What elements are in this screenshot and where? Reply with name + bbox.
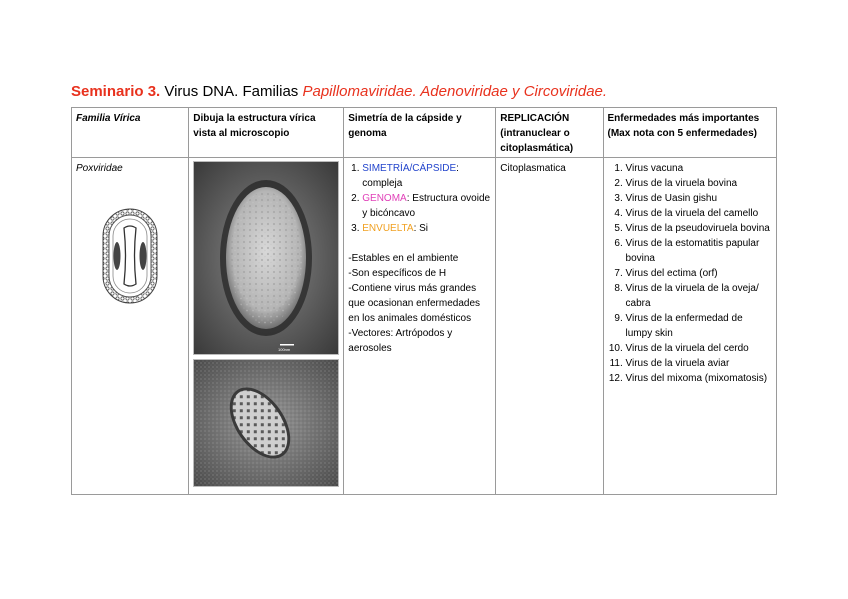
header-structure: Dibuja la estructura vírica vista al microscopio: [189, 108, 344, 158]
page-title: [71, 83, 607, 100]
micrograph-1: [193, 161, 339, 355]
note-2: -Son específicos de H: [348, 268, 447, 279]
title-seminar: Seminario 3.: [71, 83, 161, 100]
cell-diseases: [603, 158, 776, 495]
symmetry-item: [362, 161, 491, 191]
envelope-value: : Si: [413, 223, 429, 234]
cell-replication: Citoplasmatica: [496, 158, 603, 495]
disease-list: [608, 161, 772, 386]
scale-bar-label: 100nm: [278, 347, 291, 352]
seminar-table: [71, 107, 777, 495]
header-row: [72, 108, 777, 158]
symmetry-label: SIMETRÍA/CÁPSIDE: [362, 163, 457, 174]
note-1: -Estables en el ambiente: [348, 253, 459, 264]
list-item: 12. Virus del mixoma (mixomatosis): [626, 371, 772, 386]
list-item: 8. Virus de la viruela de la oveja/ cabra: [626, 281, 772, 311]
list-item: 1. Virus vacuna: [626, 161, 772, 176]
header-symmetry: Simetría de la cápside y genoma: [344, 108, 496, 158]
list-item: 2. Virus de la viruela bovina: [626, 176, 772, 191]
list-item: 9. Virus de la enfermedad de lumpy skin: [626, 311, 772, 341]
genome-item: [362, 191, 491, 221]
symmetry-list: [348, 161, 491, 236]
genome-value: : Estructura ovoide y bicóncavo: [362, 193, 491, 219]
title-families: Papillomaviridae. Adenoviridae y Circoviridae.: [302, 83, 608, 100]
list-item: 4. Virus de la viruela del camello: [626, 206, 772, 221]
note-4: -Vectores: Artrópodos y aerosoles: [348, 328, 453, 354]
header-replication: REPLICACIÓN (intranuclear o citoplasmática): [496, 108, 603, 158]
list-item: 11. Virus de la viruela aviar: [626, 356, 772, 371]
list-item: 10. Virus de la viruela del cerdo: [626, 341, 772, 356]
list-item: 5. Virus de la pseudoviruela bovina: [626, 221, 772, 236]
title-text: Virus DNA. Familias: [160, 83, 303, 100]
header-family: Familia Vírica: [72, 108, 189, 158]
list-item: 6. Virus de la estomatitis papular bovina: [626, 236, 772, 266]
cell-family: [72, 158, 189, 495]
header-diseases: Enfermedades más importantes (Max nota con 5 enfermedades): [603, 108, 776, 158]
poxvirus-diagram: [100, 206, 160, 306]
list-item: 3. Virus de Uasin gishu: [626, 191, 772, 206]
note-3: -Contiene virus más grandes que ocasionan enfermedades en los animales domésticos: [348, 283, 481, 324]
envelope-item: [362, 221, 491, 236]
table-row: [72, 158, 777, 495]
symmetry-value: : compleja: [362, 163, 459, 189]
cell-micrographs: [189, 158, 344, 495]
family-name: Poxviridae: [76, 163, 123, 174]
micrograph-2: [193, 359, 339, 487]
envelope-label: ENVUELTA: [362, 223, 414, 234]
list-item: 7. Virus del ectima (orf): [626, 266, 772, 281]
cell-symmetry: [344, 158, 496, 495]
genome-label: GENOMA: [362, 193, 407, 204]
